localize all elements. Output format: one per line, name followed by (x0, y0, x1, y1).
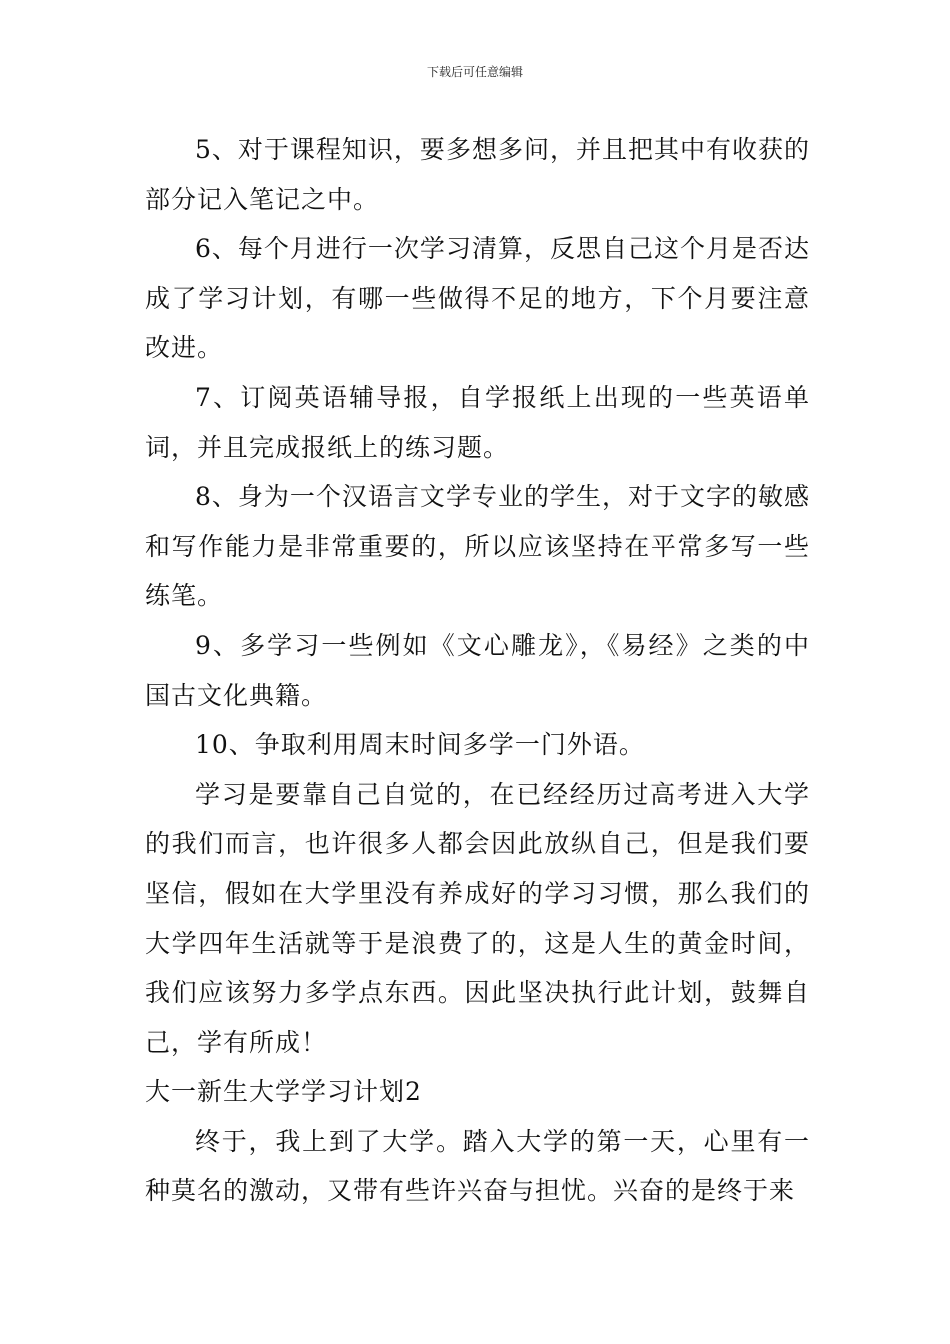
paragraph-item-6: 6、每个月进行一次学习清算，反思自己这个月是否达成了学习计划，有哪一些做得不足的地方，下个月要注意改进。 (145, 234, 810, 363)
section-title: 大一新生大学学习计划2 (145, 1077, 422, 1107)
paragraph-item-10: 10、争取利用周末时间多学一门外语。 (195, 730, 645, 760)
paragraph-conclusion: 学习是要靠自己自觉的，在已经经历过高考进入大学的我们而言，也许很多人都会因此放纵自己，但是我们要坚信，假如在大学里没有养成好的学习习惯，那么我们的大学四年生活就等于是浪费了的，这是人生的黄金时间，我们应该努力多学点东西。因此坚决执行此计划，鼓舞自己，学有所成！ (145, 779, 810, 1057)
page-header-note: 下载后可任意编辑 (426, 65, 523, 79)
paragraph-item-9: 9、多学习一些例如《文心雕龙》，《易经》之类的中国古文化典籍。 (145, 630, 810, 710)
document-body (145, 125, 810, 1216)
paragraph-item-8: 8、身为一个汉语言文学专业的学生，对于文字的敏感和写作能力是非常重要的，所以应该坚持在平常多写一些练笔。 (145, 482, 810, 611)
paragraph-intro: 终于，我上到了大学。踏入大学的第一天，心里有一种莫名的激动，又带有些许兴奋与担忧。兴奋的是终于来 (145, 1126, 810, 1206)
paragraph-item-5: 5、对于课程知识，要多想多问，并且把其中有收获的部分记入笔记之中。 (145, 135, 810, 214)
paragraph-item-7: 7、订阅英语辅导报，自学报纸上出现的一些英语单词，并且完成报纸上的练习题。 (145, 382, 810, 462)
